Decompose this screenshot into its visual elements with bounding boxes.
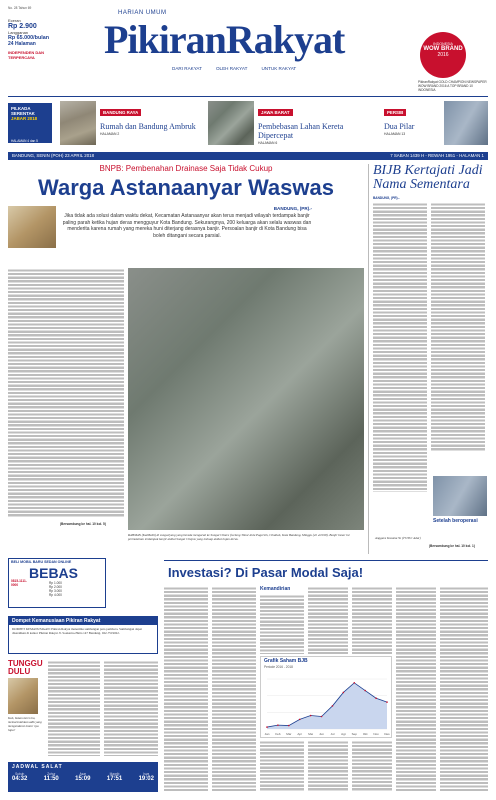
tunggu-box — [8, 660, 44, 752]
stock-chart-subtitle: Periode 2016 - 2018 — [264, 665, 293, 669]
ad-bebas-price-2: Rp 2.000 — [49, 585, 62, 589]
teaser-row — [8, 96, 488, 148]
chart-x-tick-label: Agt — [341, 732, 346, 736]
chart-x-tick-label: Jul — [330, 732, 335, 736]
chart-point — [288, 725, 290, 727]
jadwal-time-4 — [107, 772, 122, 782]
chart-x-tick-label: Des — [384, 732, 390, 736]
main-lede-text: Jika tidak ada solusi dalam waktu dekat, Kecamatan Astanaanyar akan terus menjadi wilayah terdampak banjir paling parah ketika hujan deras mengguyur Kota Bandung. Sekurangnya, 200 keluarga akan selalu waswas dan menderita karena rumah yang mereka huni diterjang derasnya banjir. Persoalan banjir di Kota Bandung bisa boleh ditangani secara parsial. — [62, 213, 312, 239]
harian-umum-label: HARIAN UMUM — [118, 10, 167, 16]
jadwal-time-1-value: 04:32 — [12, 776, 28, 782]
jadwal-time-5 — [139, 772, 154, 782]
chart-x-tick-label: Nov — [373, 732, 379, 736]
side-body-column-2 — [431, 202, 485, 452]
main-photo — [128, 268, 364, 530]
investasi-col-6 — [396, 586, 436, 792]
chart-x-tick-label: Mar — [286, 732, 292, 736]
chart-point — [266, 726, 268, 728]
chart-area — [267, 683, 387, 729]
jadwal-time-2 — [44, 772, 59, 782]
teaser-3[interactable] — [384, 101, 440, 136]
badge-year: 2016 — [437, 52, 449, 58]
ad-dompet[interactable] — [8, 616, 158, 654]
subscription-label: Langganan — [8, 30, 29, 35]
chart-point — [299, 719, 301, 721]
dateline-left: BANDUNG, SENIN (POH) 23 APRIL 2018 — [12, 153, 95, 158]
teaser-1[interactable] — [100, 101, 196, 136]
teaser-3-section: PERSIB — [384, 109, 406, 116]
side-continued: (Bersambung ke hal. 10 kol. 1) — [429, 544, 475, 548]
investasi-col-7 — [440, 586, 488, 792]
teaser-3-photo — [444, 101, 488, 145]
tunggu-quote: Kah, bukan keren bu, memarentahkan adik yang mengendarai motor nya lupa? — [8, 716, 42, 732]
left-column-text — [104, 660, 158, 756]
ad-dompet-text: DOMPET KEMANUSIAAN: Pikiran Rakyat menerima sumbangan para pembaca. Sumbangan dapat diserahkan di kantor Pikiran Rakyat Jl. Soekarno-Hatta 147 Bandung. 022-7519022. — [12, 627, 142, 635]
side-body-column-1 — [373, 202, 427, 492]
main-body-column-1 — [8, 268, 124, 518]
dateline-right: 7 SABAN 1439 H - REWAH 1951 - HALAMAN 1 — [390, 153, 484, 158]
jadwal-time-3-label: Asar — [79, 772, 87, 776]
side-story — [368, 164, 488, 554]
investasi-col-5-bottom — [352, 740, 392, 792]
investasi-section: Kemandirian — [260, 586, 291, 592]
jadwal-time-4-label: Magrib — [109, 772, 120, 776]
jadwal-time-3 — [75, 772, 90, 782]
investasi-headline[interactable]: Investasi? Di Pasar Modal Saja! — [168, 565, 364, 580]
ad-dompet-subtitle: Pikiran Rakyat — [65, 618, 101, 624]
subscription-value: Rp 65.000/bulan — [8, 35, 50, 41]
ad-bebas-price-1: Rp 1.000 — [49, 581, 62, 585]
investasi-col-1 — [164, 586, 208, 792]
main-lede — [62, 206, 312, 239]
main-headline[interactable]: Warga Astanaanyar Waswas — [38, 175, 334, 200]
wow-brand-badge — [420, 32, 466, 78]
jadwal-time-1 — [12, 772, 27, 782]
chart-point — [364, 690, 366, 692]
investasi-col-4-bottom — [308, 740, 348, 792]
tunggu-column — [48, 660, 100, 756]
chart-x-tick-label: Feb — [275, 732, 281, 736]
teaser-1-photo — [60, 101, 96, 145]
main-continued: (Bersambung ke hal. 10 kol. 5) — [60, 522, 106, 526]
slogan-1: DARI RAKYAT — [172, 66, 202, 71]
ad-dompet-title: Dompet Kemanusiaan — [12, 618, 65, 624]
main-kicker: BNPB: Pembenahan Drainase Saja Tidak Cukup — [99, 164, 273, 173]
badge-top: INDONESIA — [433, 42, 453, 46]
teaser-2[interactable] — [258, 101, 358, 145]
dateline-bar — [8, 152, 488, 160]
investasi-col-2 — [212, 586, 256, 792]
stock-chart-svg — [263, 675, 391, 737]
side-headline[interactable]: BIJB Kertajati Jadi Nama Sementara — [373, 163, 483, 192]
chart-point — [386, 701, 388, 703]
jadwal-time-1-label: Subuh — [15, 772, 25, 776]
main-photo-caption: RAHMAN (KaiMedit) di sungai/yang yang berada mengarah ke Sungai Cibaru (Gelung Timur dulu Pagersih, Cihaliah, Kota Bandung, Minggu (22 4/2018). Banjir besar ini permukiman terdampak banjir akibat Sungai Citepus yang meluap akibat hujan deras. — [128, 533, 350, 541]
chart-point — [375, 697, 377, 699]
chart-point — [277, 724, 279, 726]
teaser-1-page: HALAMAN 2 — [100, 132, 120, 136]
tunggu-title: TUNGGU DULU — [8, 659, 43, 676]
ad-bebas-price-4: Rp 4.000 — [49, 593, 62, 597]
award-text: PikiranRakyat GOLD CHAMPION NEWSPAPER WOW BRAND 2016 A TOP BRAND 10 INDONESIA — [418, 80, 487, 92]
jadwal-title: JADWAL SALAT — [12, 764, 63, 770]
teaser-3-page: HALAMAN 13 — [384, 132, 406, 136]
jadwal-time-5-value: 19:02 — [138, 776, 154, 782]
side-byline: Setelah beroperasi — [433, 518, 478, 524]
pilkada-title: PILKADA SERENTAK — [11, 106, 35, 116]
side-credit: Anggara Kusuma W. (FOTO: Adar) — [375, 536, 421, 540]
main-inset-photo — [8, 206, 56, 248]
jadwal-time-3-value: 15:09 — [75, 776, 91, 782]
jadwal-time-4-value: 17:51 — [106, 776, 123, 782]
slogan-3: UNTUK RAKYAT — [261, 66, 297, 71]
side-dateline: BANDUNG, (PR).- — [373, 196, 400, 200]
investasi-col-3 — [260, 594, 304, 654]
chart-point — [321, 716, 323, 718]
chart-point — [310, 715, 312, 717]
ad-bebas-phone: 0815-1111-0000 — [11, 579, 27, 587]
pilkada-box[interactable] — [8, 103, 52, 143]
main-dateline: BANDUNG, (PR).- — [273, 206, 312, 211]
pilkada-page: HALAMAN 4 dan 5 — [11, 139, 38, 143]
stock-chart — [260, 656, 392, 738]
teaser-1-section: BANDUNG RAYA — [100, 109, 141, 116]
teaser-2-page: HALAMAN 6 — [258, 141, 278, 145]
jadwal-times — [8, 772, 158, 782]
ad-bebas-brand: BEBAS — [29, 565, 79, 581]
edition-info — [8, 6, 68, 60]
chart-x-tick-label: Sep — [351, 732, 357, 736]
jadwal-salat — [8, 762, 158, 792]
page-count: 24 Halaman — [8, 41, 36, 47]
chart-x-tick-label: Okt — [362, 732, 368, 736]
teaser-1-title: Rumah dan Bandung Ambruk — [100, 122, 196, 131]
jadwal-time-2-label: Zuhur — [47, 772, 56, 776]
chart-x-tick-label: Jun — [319, 732, 324, 736]
teaser-2-photo — [208, 101, 254, 145]
slogan-2: OLEH RAKYAT — [215, 66, 248, 71]
investasi-col-3-head — [260, 586, 304, 592]
side-photo — [433, 476, 487, 516]
price-label: Eceran — [8, 18, 21, 23]
chart-point — [343, 692, 345, 694]
chart-x-tick-label: Mei — [308, 732, 314, 736]
pilkada-subtitle: JABAR 2018 — [11, 116, 38, 121]
tunggu-cartoon — [8, 678, 38, 714]
ad-bebas-price-3: Rp 3.000 — [49, 589, 62, 593]
main-story — [8, 164, 364, 201]
investasi-col-3-bottom — [260, 740, 304, 792]
teaser-2-title: Pembebasan Lahan Kereta Dipercepat — [258, 122, 344, 140]
masthead-logo: PikiranRakyat — [104, 17, 345, 62]
investasi-col-4 — [308, 586, 348, 654]
chart-point — [332, 705, 334, 707]
investasi-col-5 — [352, 586, 392, 654]
edition-number: No. 28 Tahun 69 — [8, 6, 32, 10]
ad-bebas-tagline: BELI MOBIL BARU SEDAN ONLINE — [11, 560, 72, 564]
ad-bebas[interactable] — [8, 558, 106, 608]
slogan — [172, 66, 296, 71]
stock-chart-title: Grafik Saham BJB — [264, 658, 308, 664]
ad-dompet-title-bar — [9, 617, 157, 625]
chart-point — [353, 682, 355, 684]
tagline-independent: INDEPENDEN DAN TERPERCAYA — [8, 50, 45, 60]
jadwal-time-5-label: Isya — [143, 772, 150, 776]
teaser-2-section: JAWA BARAT — [258, 109, 293, 116]
price-value: Rp 2.900 — [8, 23, 37, 30]
jadwal-time-2-value: 11:50 — [43, 776, 59, 782]
chart-x-tick-label: Apr — [297, 732, 303, 736]
badge-main: WOW BRAND — [423, 46, 463, 52]
chart-x-tick-label: Jan — [264, 732, 270, 736]
teaser-3-title: Dua Pilar — [384, 122, 415, 131]
